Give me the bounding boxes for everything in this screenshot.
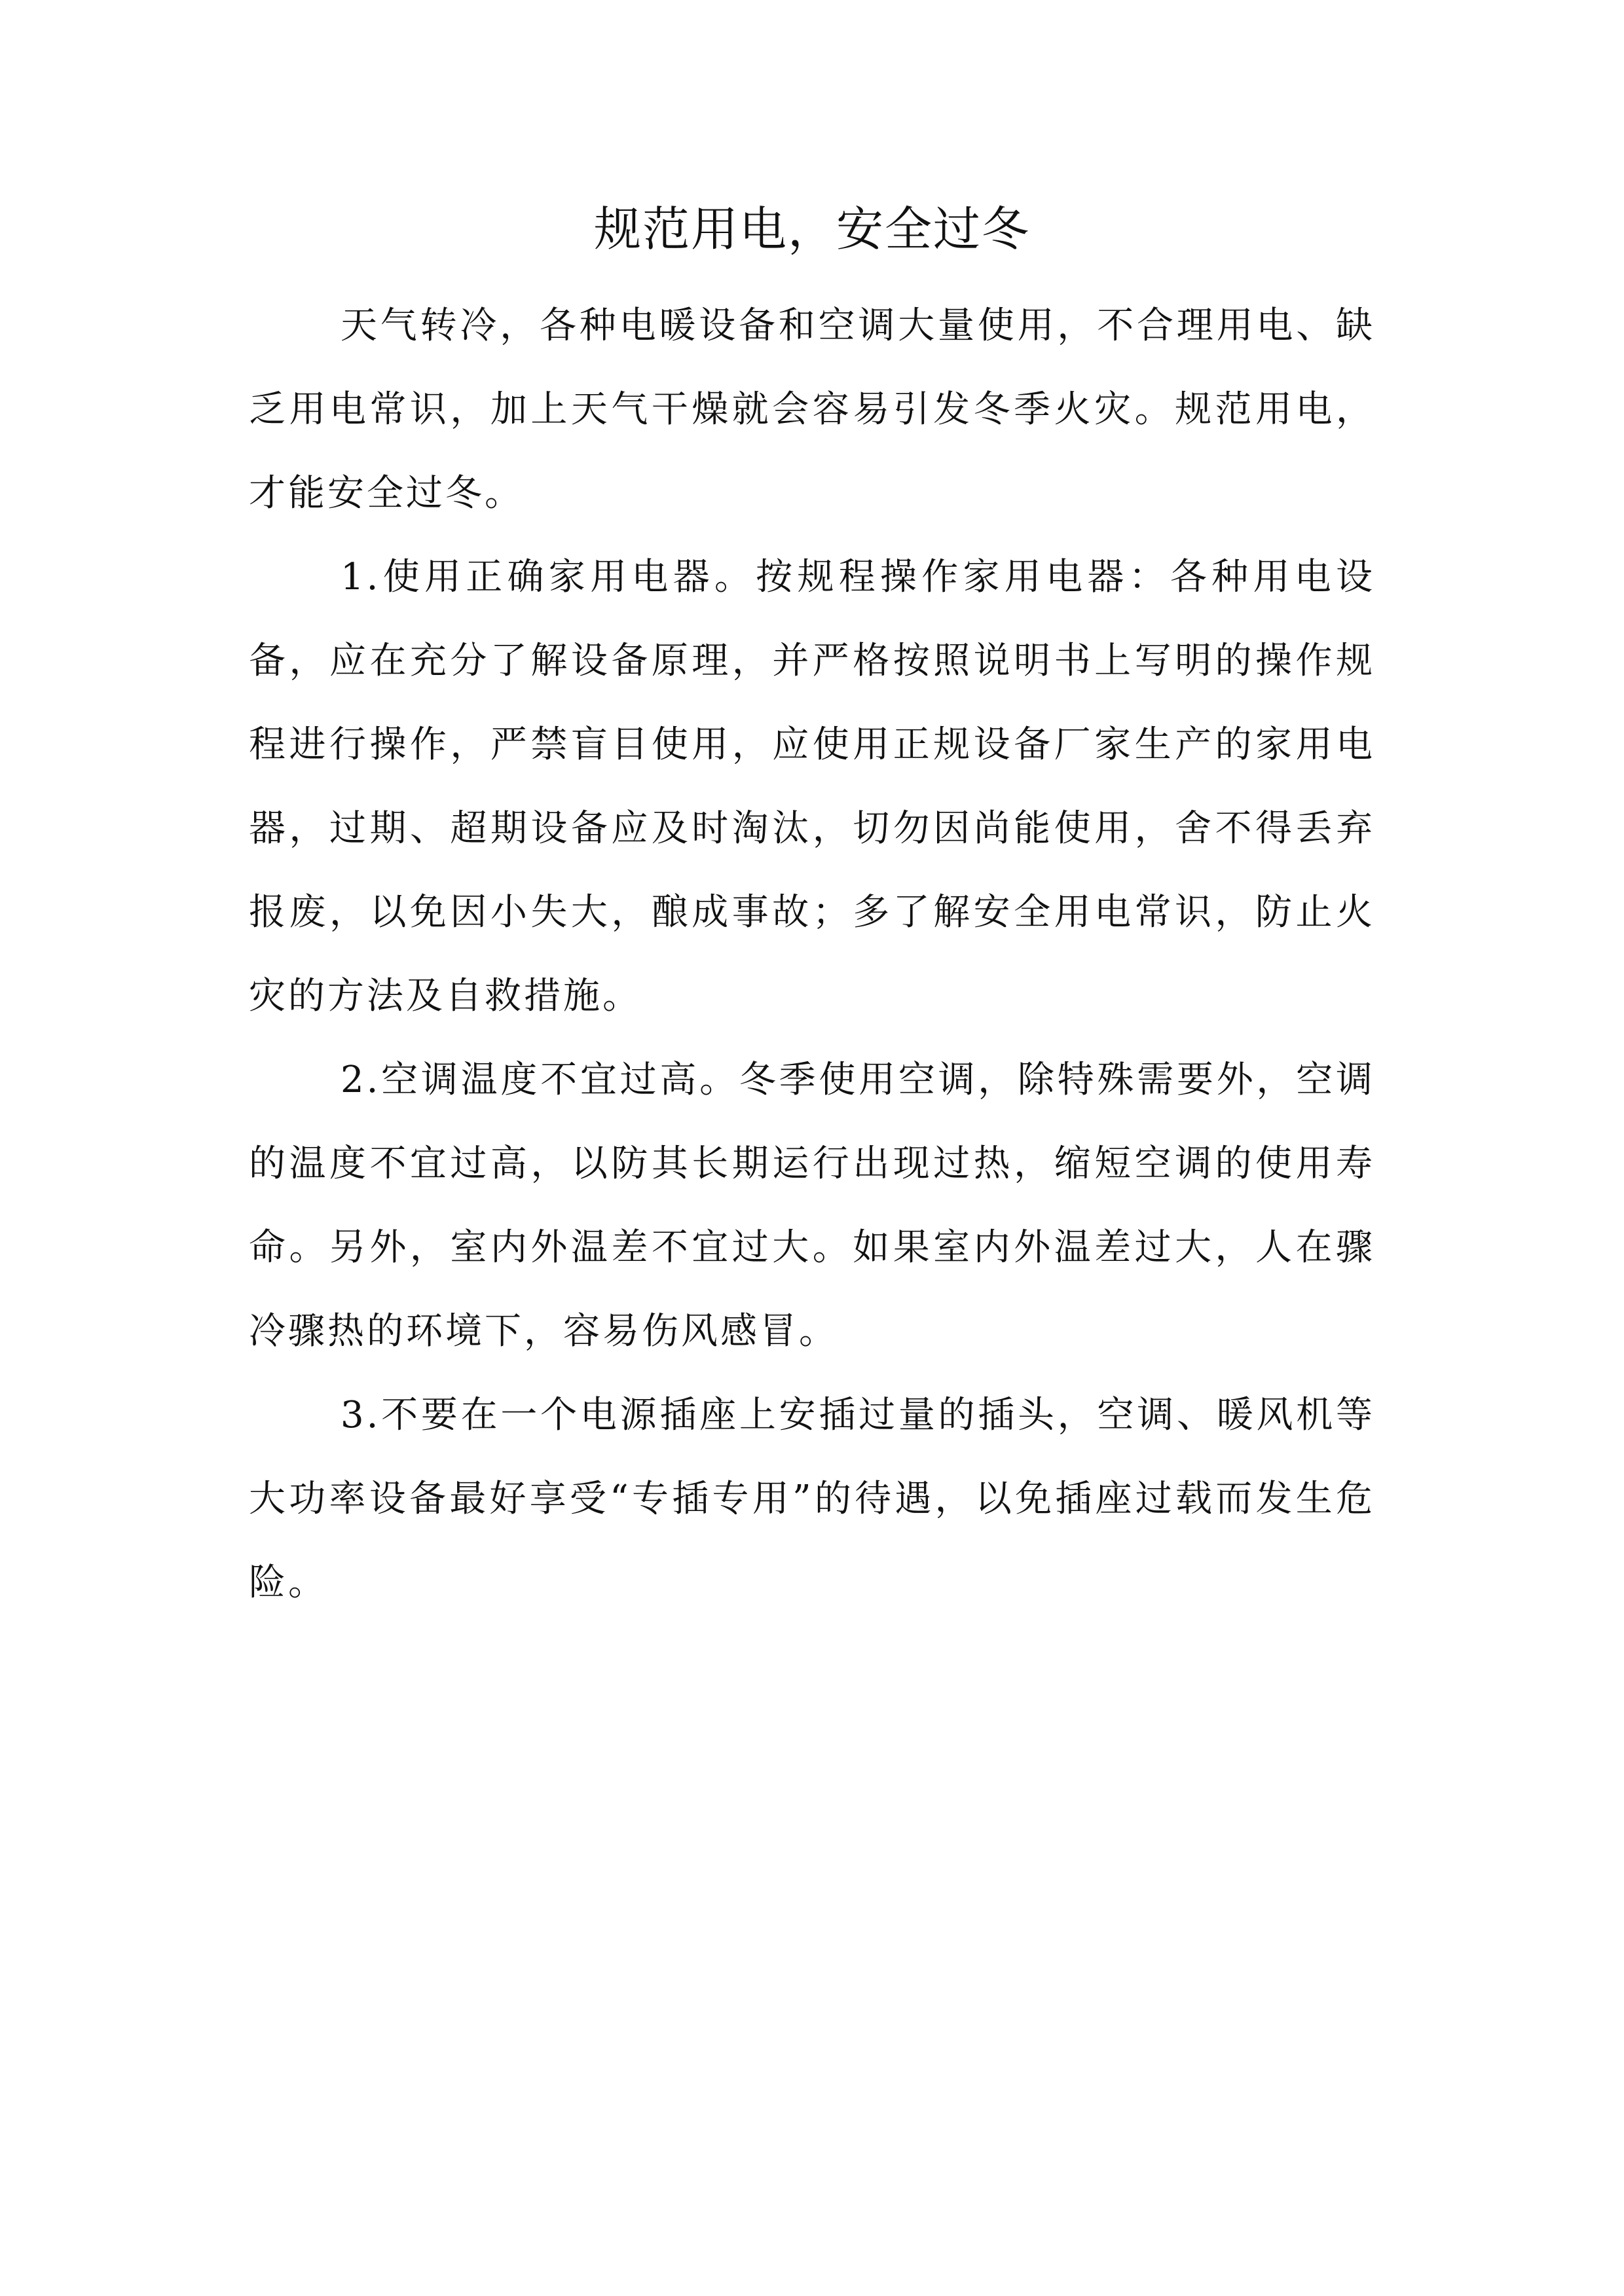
intro-paragraph: 天气转冷，各种电暖设备和空调大量使用，不合理用电、缺乏用电常识，加上天气干燥就会容易引发冬季火灾。规范用电，才能安全过冬。 (249, 304, 1375, 515)
paragraph-item-3: 3.不要在一个电源插座上安插过量的插头，空调、暖风机等大功率设备最好享受“专插专用”的待遇，以免插座过载而发生危险。 (249, 1394, 1375, 1604)
paragraph-item-2: 2.空调温度不宜过高。冬季使用空调，除特殊需要外，空调的温度不宜过高，以防其长期运行出现过热，缩短空调的使用寿命。另外，室内外温差不宜过大。如果室内外温差过大，人在骤冷骤热的环境下，容易伤风感冒。 (249, 1059, 1375, 1353)
document-body (249, 284, 1375, 1625)
paragraph-item-1: 1.使用正确家用电器。按规程操作家用电器：各种用电设备，应在充分了解设备原理，并严格按照说明书上写明的操作规程进行操作，严禁盲目使用，应使用正规设备厂家生产的家用电器，过期、超期设备应及时淘汰，切勿因尚能使用，舍不得丢弃报废，以免因小失大，酿成事故；多了解安全用电常识，防止火灾的方法及自救措施。 (249, 556, 1375, 1017)
page-title: 规范用电，安全过冬 (593, 202, 1030, 257)
